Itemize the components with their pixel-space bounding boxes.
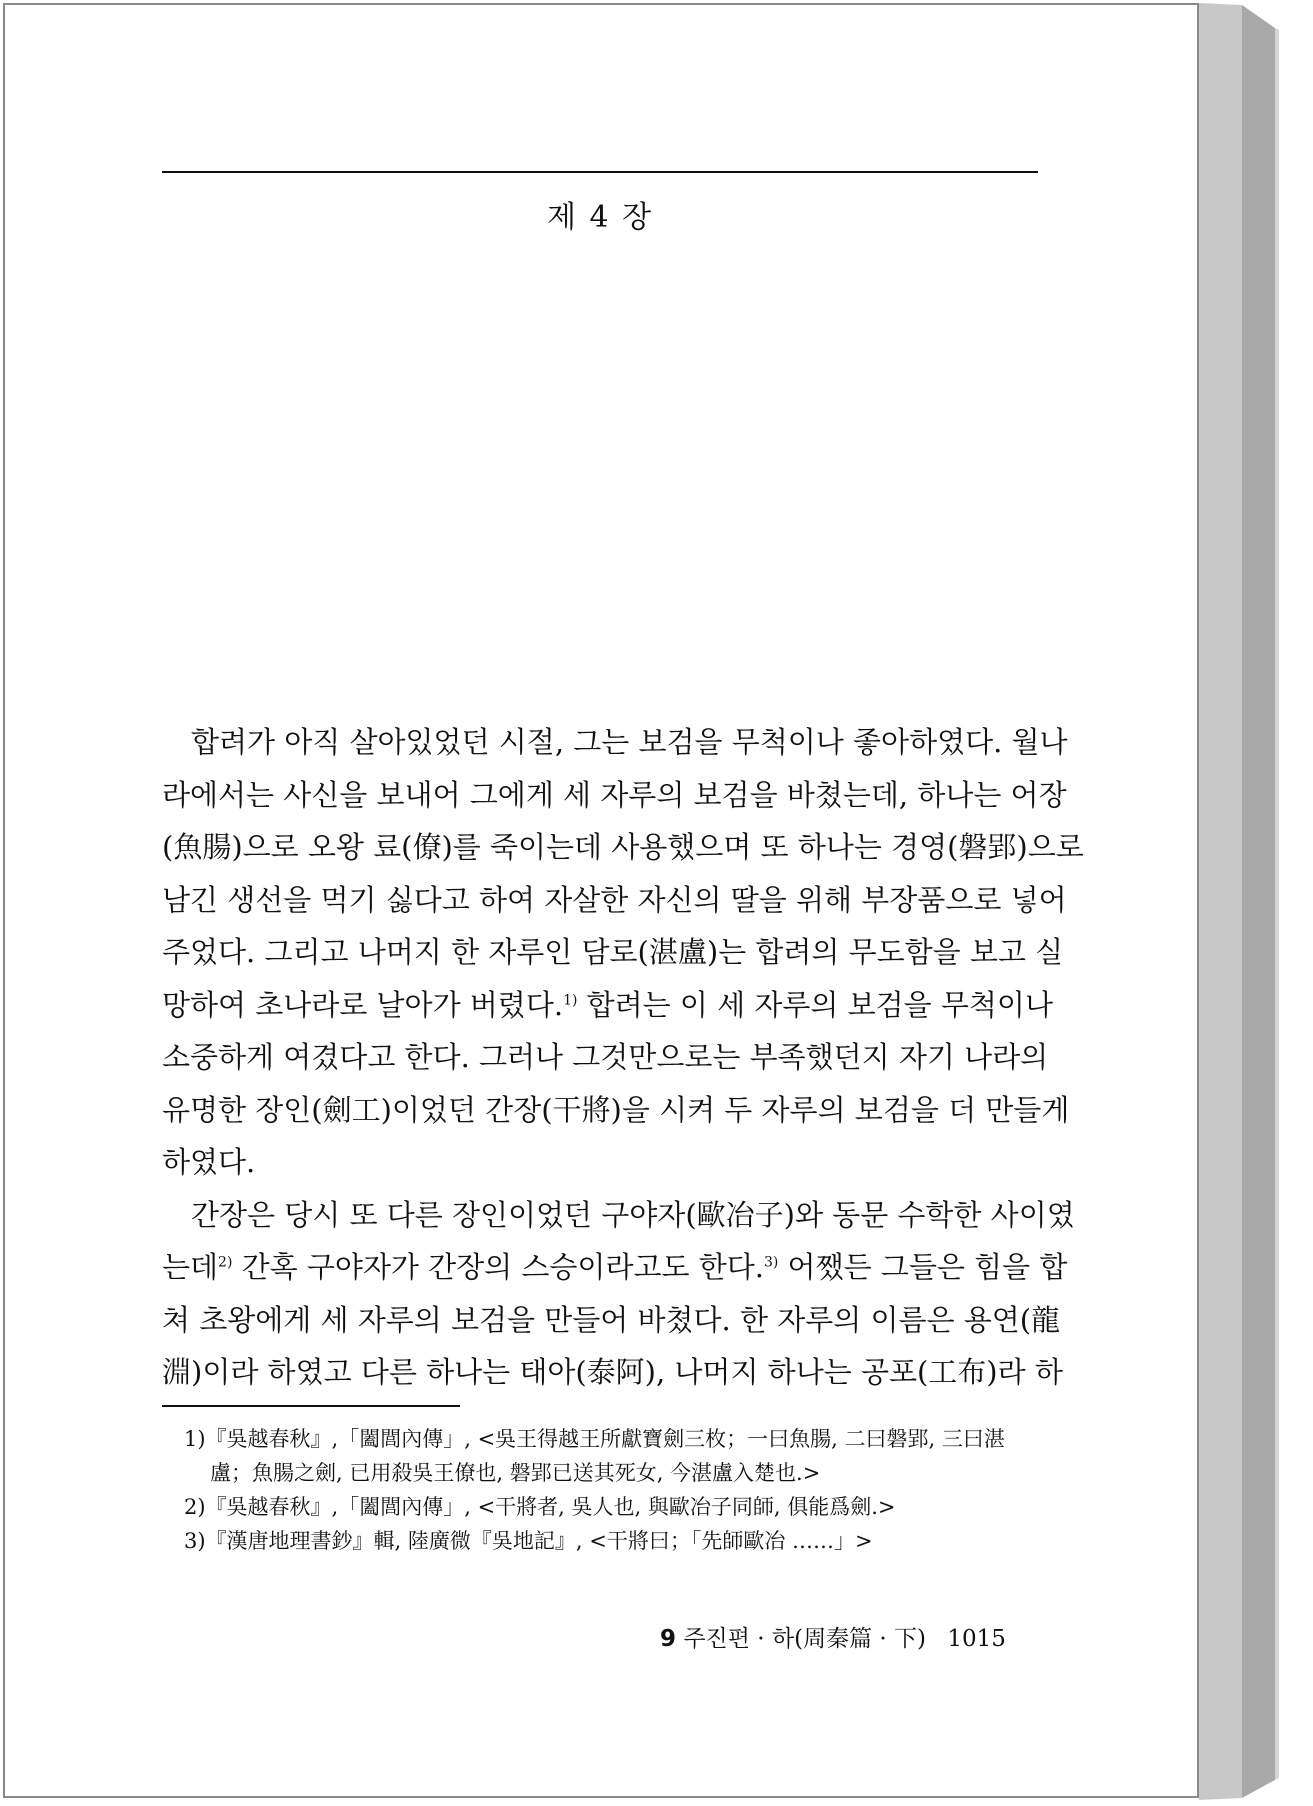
text-line: 합려가 아직 살아있었던 시절, 그는 보검을 무척이나 좋아하였다. 월나 [162,725,1068,759]
text-span: 는데 [162,1250,219,1284]
footnote-2: 2)『吳越春秋』,「闔閭內傳」, <干將者, 吳人也, 與歐冶子同師, 俱能爲劍.> [184,1495,896,1519]
text-line [162,1241,1068,1294]
book-edge [1197,0,1313,1806]
footnote-1-continued: 盧；魚腸之劍, 已用殺吳王僚也, 磐郢已送其死女, 今湛盧入楚也.> [210,1461,821,1485]
text-span: 간혹 구야자가 간장의 스승이라고도 한다. [232,1250,764,1284]
text-line: 하였다. [162,1145,256,1179]
footnote-3: 3)『漢唐地理書鈔』輯, 陸廣微『吳地記』, <干將曰；「先師歐冶 ……」> [184,1529,873,1553]
text-line: 주었다. 그리고 나머지 한 자루인 담로(湛盧)는 합려의 무도함을 보고 실 [162,935,1064,969]
text-line: 소중하게 여겼다고 한다. 그러나 그것만으로는 부족했던지 자기 나라의 [162,1040,1049,1074]
footnote-ref-1: 1) [563,991,578,1008]
footnote-separator [162,1405,460,1407]
chapter-rule [162,171,1038,173]
text-line: 유명한 장인(劍工)이었던 간장(干將)을 시켜 두 자루의 보검을 더 만들게 [162,1092,1070,1127]
page-footer [660,1620,1020,1653]
section-number: 9 [660,1626,677,1652]
section-title: 주진편 · 하(周秦篇 · 下) [683,1626,927,1652]
footnotes [184,1422,1054,1558]
chapter-title: 제 4 장 [546,200,654,235]
text-line: 淵)이라 하였고 다른 하나는 태아(泰阿), 나머지 하나는 공포(工布)라 하 [162,1355,1063,1389]
text-line [162,979,1053,1032]
text-span: 합려는 이 세 자루의 보검을 무척이나 [577,987,1053,1022]
footnote-ref-2: 2) [218,1254,233,1271]
text-line: (魚腸)으로 오왕 료(僚)를 죽이는데 사용했으며 또 하나는 경영(磐郢)으로 [162,830,1084,864]
text-line: 쳐 초왕에게 세 자루의 보검을 만들어 바쳤다. 한 자루의 이름은 용연(龍 [162,1302,1061,1337]
footnote-ref-3: 3) [763,1254,779,1271]
body-text [162,716,1084,1399]
text-span: 어쨌든 그들은 힘을 합 [778,1250,1068,1284]
text-line: 남긴 생선을 먹기 싫다고 하여 자살한 자신의 딸을 위해 부장품으로 넣어 [162,882,1067,917]
text-line: 간장은 당시 또 다른 장인이었던 구야자(歐冶子)와 동문 수학한 사이였 [162,1197,1075,1232]
page-number: 1015 [947,1626,1006,1652]
text-line: 라에서는 사신을 보내어 그에게 세 자루의 보검을 바쳤는데, 하나는 어장 [162,777,1067,812]
text-span: 망하여 초나라로 날아가 버렸다. [162,987,564,1022]
footnote-1: 1)『吳越春秋』,「闔閭內傳」, <吳王得越王所獻寶劍三枚；一曰魚腸, 二曰磐郢, 三曰湛 [184,1427,1005,1451]
